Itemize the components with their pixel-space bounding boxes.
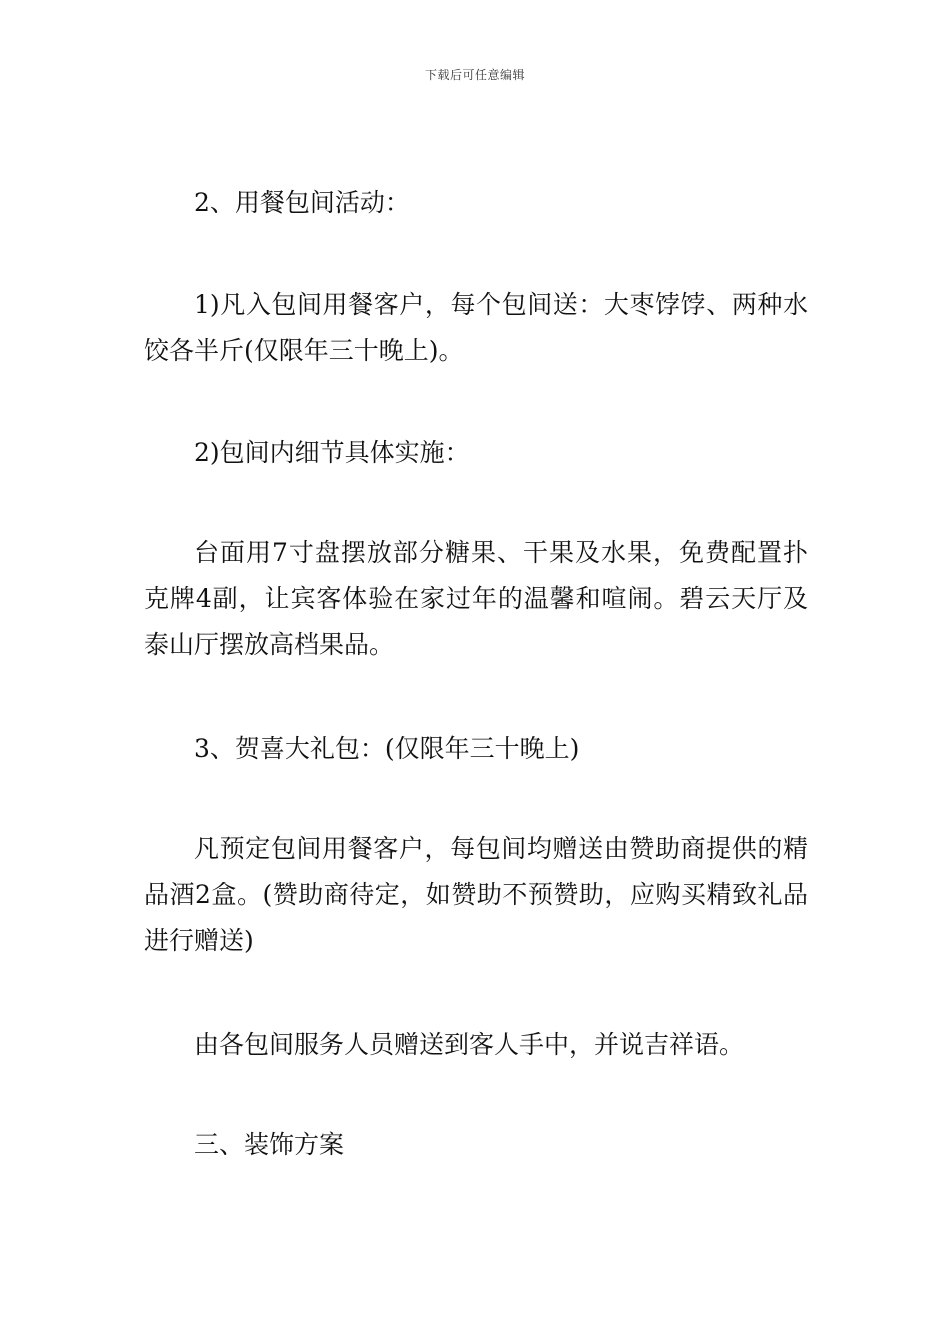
section-heading-gift-package: 3、贺喜大礼包：(仅限年三十晚上) bbox=[194, 734, 580, 763]
paragraph-private-room-gift: 1)凡入包间用餐客户，每个包间送：大枣饽饽、两种水饺各半斤(仅限年三十晚上)。 bbox=[144, 290, 808, 365]
subheading-room-details: 2)包间内细节具体实施： bbox=[194, 438, 470, 467]
page-header: 下载后可任意编辑 bbox=[424, 68, 525, 82]
paragraph-table-setup: 台面用7寸盘摆放部分糖果、干果及水果，免费配置扑克牌4副，让宾客体验在家过年的温馨和喧闹。碧云天厅及泰山厅摆放高档果品。 bbox=[144, 538, 808, 659]
paragraph-gift-package-details: 凡预定包间用餐客户，每包间均赠送由赞助商提供的精品酒2盒。(赞助商待定，如赞助不预赞助，应购买精致礼品进行赠送) bbox=[144, 834, 808, 955]
paragraph-gift-delivery: 由各包间服务人员赠送到客人手中，并说吉祥语。 bbox=[194, 1030, 745, 1059]
section-heading-decoration-plan: 三、装饰方案 bbox=[194, 1130, 345, 1159]
section-heading-private-room-activities: 2、用餐包间活动： bbox=[194, 188, 410, 217]
